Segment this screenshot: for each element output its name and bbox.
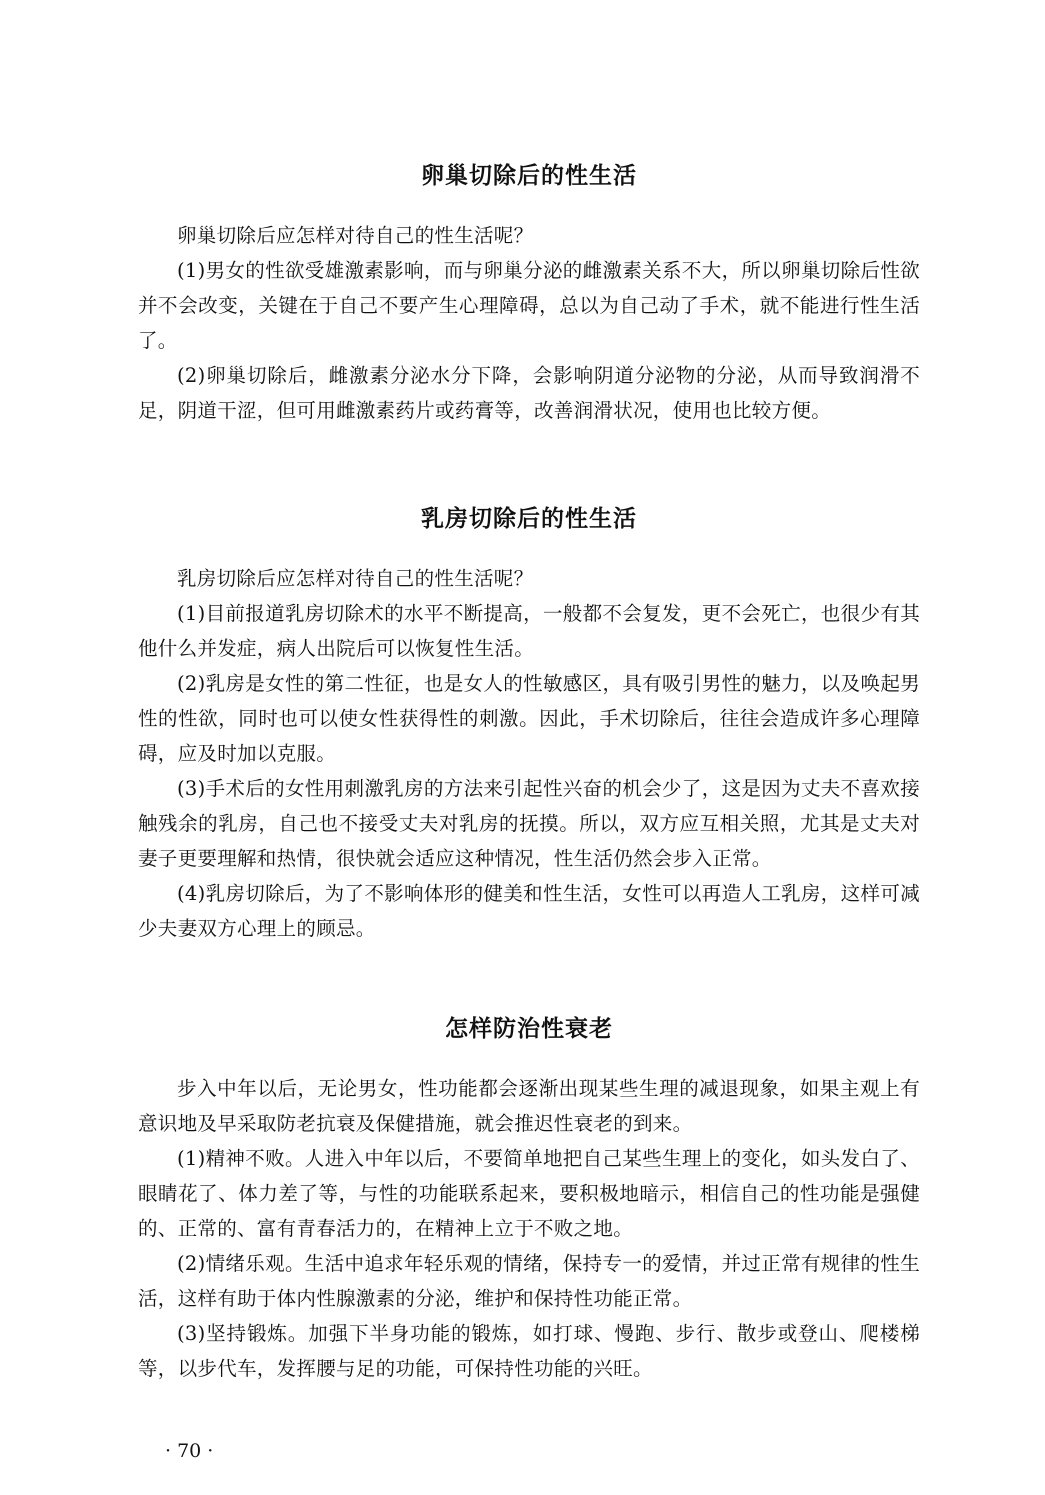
section-title: 卵巢切除后的性生活 bbox=[421, 163, 637, 189]
paragraph: (1)男女的性欲受雄激素影响，而与卵巢分泌的雌激素关系不大，所以卵巢切除后性欲并不会改变，关键在于自己不要产生心理障碍，总以为自己动了手术，就不能进行性生活了。 bbox=[138, 259, 920, 352]
section-title: 怎样防治性衰老 bbox=[445, 1016, 613, 1042]
paragraph: 乳房切除后应怎样对待自己的性生活呢？ bbox=[177, 567, 534, 590]
paragraph: (3)手术后的女性用刺激乳房的方法来引起性兴奋的机会少了，这是因为丈夫不喜欢接触残余的乳房，自己也不接受丈夫对乳房的抚摸。所以，双方应互相关照，尤其是丈夫对妻子更要理解和热情，很快就会适应这种情况，性生活仍然会步入正常。 bbox=[138, 777, 920, 870]
section-prevent-aging bbox=[138, 1005, 920, 1386]
section-ovary-removal bbox=[138, 152, 920, 428]
paragraph: (2)情绪乐观。生活中追求年轻乐观的情绪，保持专一的爱情，并过正常有规律的性生活，这样有助于体内性腺激素的分泌，维护和保持性功能正常。 bbox=[138, 1252, 920, 1310]
book-page bbox=[138, 0, 920, 1495]
page-number: · 70 · bbox=[165, 1440, 214, 1462]
paragraph: (3)坚持锻炼。加强下半身功能的锻炼，如打球、慢跑、步行、散步或登山、爬楼梯等，以步代车，发挥腰与足的功能，可保持性功能的兴旺。 bbox=[138, 1322, 920, 1380]
paragraph: (4)乳房切除后，为了不影响体形的健美和性生活，女性可以再造人工乳房，这样可减少夫妻双方心理上的顾忌。 bbox=[138, 882, 920, 940]
paragraph: 卵巢切除后应怎样对待自己的性生活呢？ bbox=[177, 224, 534, 247]
paragraph: (2)卵巢切除后，雌激素分泌水分下降，会影响阴道分泌物的分泌，从而导致润滑不足，阴道干涩，但可用雌激素药片或药膏等，改善润滑状况，使用也比较方便。 bbox=[138, 364, 920, 422]
paragraph: 步入中年以后，无论男女，性功能都会逐渐出现某些生理的减退现象，如果主观上有意识地及早采取防老抗衰及保健措施，就会推迟性衰老的到来。 bbox=[138, 1077, 920, 1135]
paragraph: (1)目前报道乳房切除术的水平不断提高，一般都不会复发，更不会死亡，也很少有其他什么并发症，病人出院后可以恢复性生活。 bbox=[138, 602, 920, 660]
paragraph: (1)精神不败。人进入中年以后，不要简单地把自己某些生理上的变化，如头发白了、眼睛花了、体力差了等，与性的功能联系起来，要积极地暗示，相信自己的性功能是强健的、正常的、富有青春活力的，在精神上立于不败之地。 bbox=[138, 1147, 920, 1240]
section-title: 乳房切除后的性生活 bbox=[421, 506, 637, 532]
paragraph: (2)乳房是女性的第二性征，也是女人的性敏感区，具有吸引男性的魅力，以及唤起男性的性欲，同时也可以使女性获得性的刺激。因此，手术切除后，往往会造成许多心理障碍，应及时加以克服。 bbox=[138, 672, 920, 765]
section-breast-removal bbox=[138, 495, 920, 946]
